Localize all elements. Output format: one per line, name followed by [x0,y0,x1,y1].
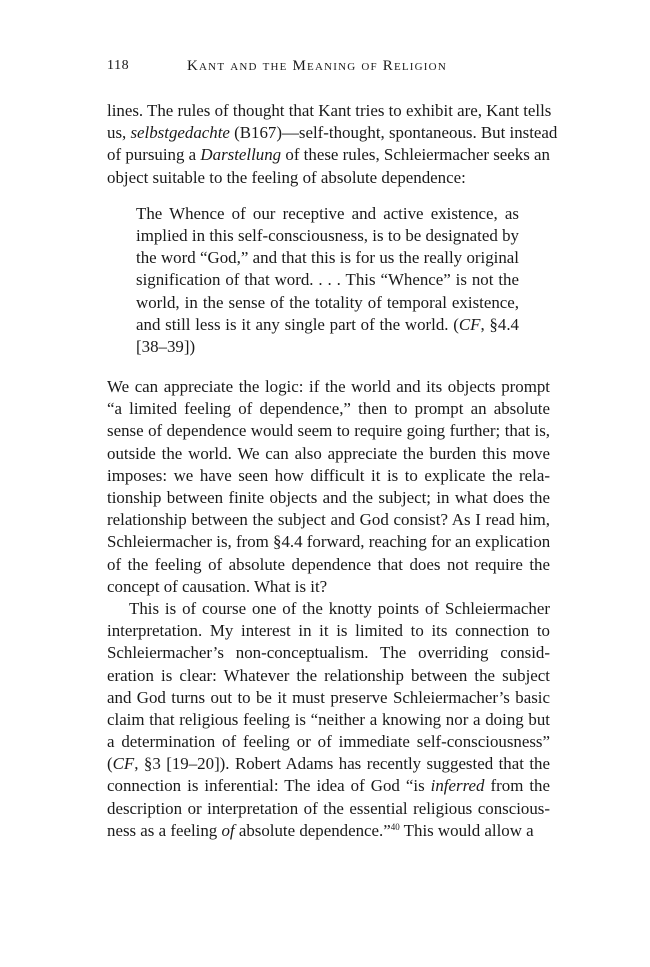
text-run: world, in the sense of the totality of temporal existence, [136,292,519,312]
text-run: of pursuing a [107,145,201,165]
text-run: lines. The rules of thought that Kant tries to exhibit are, Kant tells [107,101,552,120]
text-line [107,100,550,122]
text-run: sense of dependence would seem to require going further; that is, [107,421,550,441]
italic-run: of [221,820,235,840]
text-run: interpretation. My interest in it is limited to its connection to [107,621,550,641]
text-run: relationship between the subject and God consist? As I read him, [107,510,550,530]
text-run: a determination of feeling or of immediate self-consciousness” [107,732,550,752]
footnote-ref: 40 [390,821,400,832]
text-run: of the feeling of absolute dependence that does not require the [107,554,550,574]
text-line [136,225,519,247]
text-line [136,314,519,336]
text-run: tionship between finite objects and the subject; in what does the [107,488,550,507]
text-run: and God turns out to be it must preserve Schleiermacher’s basic [107,687,550,707]
italic-run: CF [112,754,135,774]
text-run: This would allow a [399,820,534,840]
paragraph-3 [107,598,550,842]
page-number: 118 [107,58,130,73]
text-line [107,420,550,442]
text-run: concept of causation. What is it? [107,576,328,596]
text-run: [38–39]) [136,336,196,356]
text-line [107,122,558,144]
text-line [107,398,550,420]
text-run: the word “God,” and that this is for us the really original [136,248,519,268]
text-run: of these rules, Schleiermacher seeks an [281,145,550,165]
text-run: implied in this self-consciousness, is to be designated by [136,225,519,245]
text-run: us, [107,123,131,143]
text-line [107,753,550,775]
text-run: signification of that word. . . . This “Whence” is not the [136,270,519,290]
text-line [107,798,550,820]
italic-run: Darstellung [200,145,282,165]
text-line [107,531,550,553]
text-run: and still less is it any single part of the world. ( [136,314,459,334]
text-run: claim that religious feeling is “neither a knowing nor a doing but [107,709,550,729]
text-line [107,443,550,465]
text-line [107,709,550,731]
text-run: connection is inferential: The idea of God “is [107,776,431,796]
text-line [136,269,519,291]
text-run: The Whence of our receptive and active existence, as [136,203,519,223]
text-run: (B167)—self-thought, spontaneous. But instead [229,123,558,143]
text-run: Schleiermacher is, from §4.4 forward, reaching for an explication [107,532,551,552]
text-run: description or interpretation of the essential religious conscious- [107,798,550,818]
text-run: ( [107,754,113,774]
text-line [107,576,550,598]
italic-run: inferred [430,776,485,796]
text-line [107,554,550,576]
paragraph-2 [107,376,550,598]
text-run: We can appreciate the logic: if the world and its objects prompt [107,377,550,397]
text-line [107,376,550,398]
text-line [107,167,550,189]
text-line [107,687,550,709]
text-line [107,731,550,753]
paragraph-1 [107,100,558,189]
text-run: object suitable to the feeling of absolute dependence: [107,167,466,187]
text-line [107,487,550,509]
text-line [107,820,550,842]
block-quote [136,203,519,358]
text-line [107,144,550,166]
text-run: Schleiermacher’s non-conceptualism. The overriding consid- [107,643,550,663]
text-run: imposes: we have seen how difficult it is to explicate the rela- [107,465,550,485]
body-text [107,100,558,842]
text-run: ness as a feeling [107,820,222,840]
text-line [136,336,519,358]
text-line [136,247,519,269]
text-run: from the [484,776,550,796]
text-run: absolute dependence.” [234,820,391,840]
text-line [107,465,550,487]
italic-run: CF [458,314,481,334]
text-line [107,509,550,531]
text-line [107,775,550,797]
text-run: This is of course one of the knotty points of Schleiermacher [129,598,550,618]
text-line [107,642,550,664]
italic-run: selbstgedachte [130,123,230,143]
text-line [107,620,550,642]
text-run: outside the world. We can also appreciate the burden this move [107,443,550,463]
text-line [136,292,519,314]
running-title: Kant and the Meaning of Religion [187,58,447,74]
running-head [107,58,550,78]
text-run: , §4.4 [480,314,519,334]
text-run: “a limited feeling of dependence,” then to prompt an absolute [107,399,550,419]
text-line [136,203,519,225]
text-line [107,598,550,620]
text-run: eration is clear: Whatever the relationship between the subject [107,665,550,685]
text-line [107,665,550,687]
text-run: , §3 [19–20]). Robert Adams has recently suggested that the [134,754,550,774]
